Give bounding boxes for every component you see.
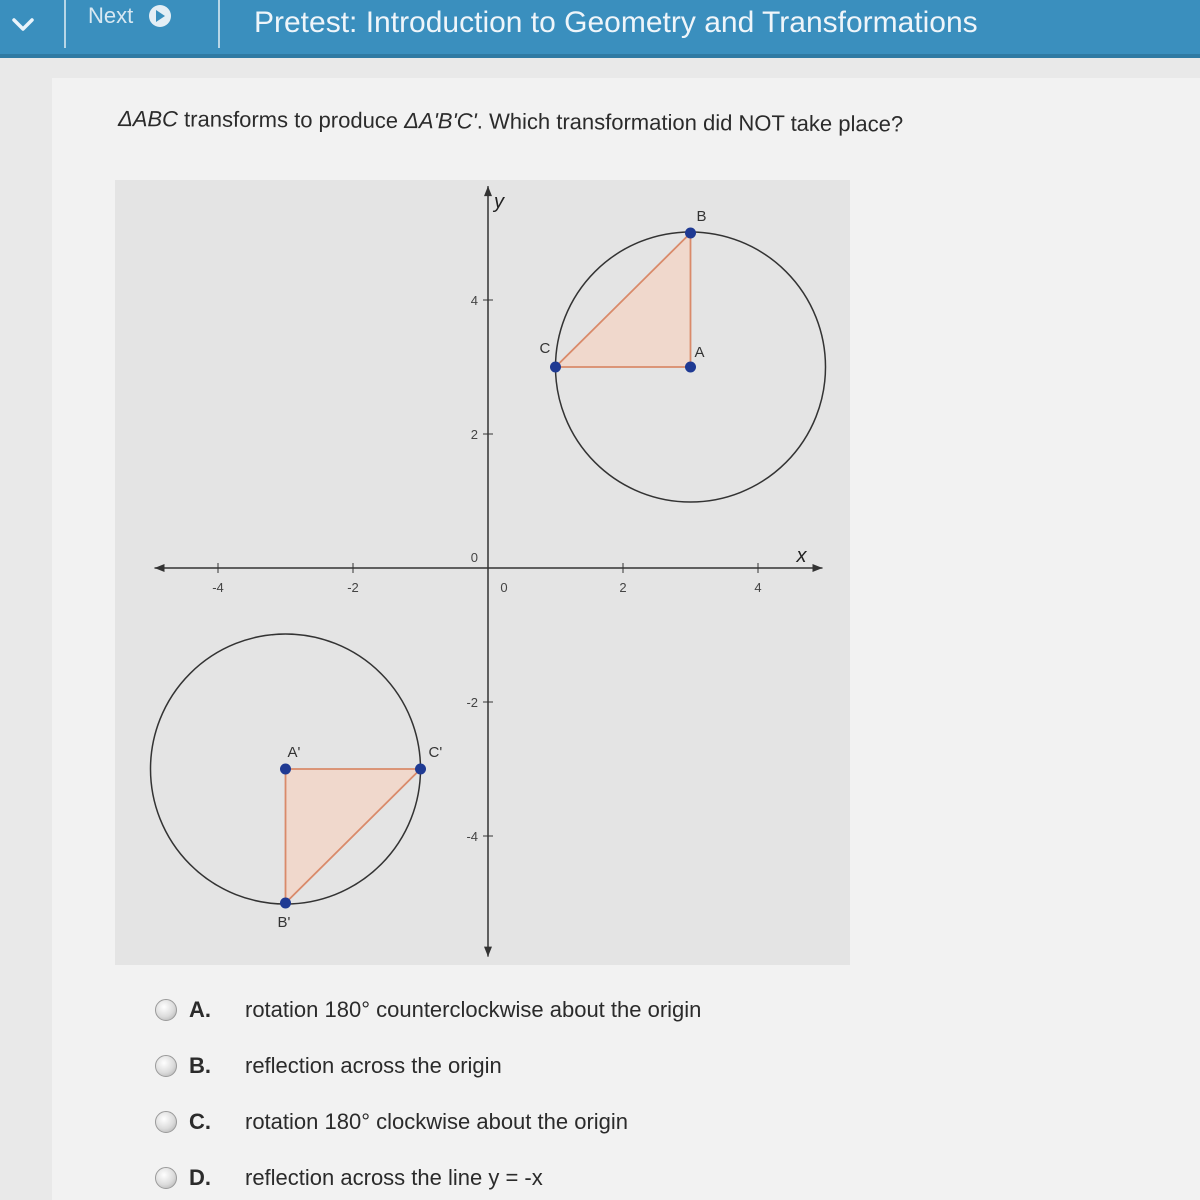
point <box>280 764 291 775</box>
point-label: C' <box>428 744 443 761</box>
point-label: A <box>694 344 705 361</box>
y-axis-label: y <box>494 191 504 214</box>
choice-text: reflection across the line y = -x <box>245 1165 543 1190</box>
choice-b[interactable] <box>155 1046 502 1086</box>
point <box>685 362 696 373</box>
chevron-down-icon[interactable] <box>6 8 40 42</box>
point <box>415 764 426 775</box>
question-middle: transforms to produce <box>177 106 405 133</box>
point <box>280 898 291 909</box>
choice-text: reflection across the origin <box>245 1053 502 1078</box>
x-tick-label: -4 <box>212 580 224 595</box>
point-label: B' <box>277 914 291 931</box>
choice-letter: B. <box>189 1053 211 1078</box>
choice-c[interactable] <box>155 1102 628 1142</box>
next-button[interactable] <box>88 2 171 30</box>
coordinate-graph <box>115 180 850 965</box>
triangle-original: ΔABC <box>117 106 179 132</box>
point-label: A' <box>287 744 301 761</box>
x-axis-label: x <box>796 545 807 567</box>
x-tick-label: 2 <box>619 580 627 595</box>
x-tick-label: -2 <box>347 580 359 595</box>
page-title: Pretest: Introduction to Geometry and Transformations <box>254 6 978 39</box>
graph-background <box>115 180 850 965</box>
choice-d[interactable] <box>155 1158 543 1198</box>
choice-text: rotation 180° clockwise about the origin <box>245 1109 629 1134</box>
radio-button-d[interactable] <box>155 1167 177 1189</box>
y-tick-label: 2 <box>470 427 478 442</box>
question-text <box>118 106 903 137</box>
top-bar <box>0 0 1200 58</box>
point-label: B <box>696 208 707 225</box>
triangle-image: ΔA'B'C' <box>404 107 477 134</box>
radio-button-b[interactable] <box>155 1055 177 1077</box>
point <box>685 228 696 239</box>
point-label: C <box>539 340 551 357</box>
radio-button-c[interactable] <box>155 1111 177 1133</box>
x-tick-label: 4 <box>754 580 762 595</box>
radio-button-a[interactable] <box>155 999 177 1021</box>
choice-a[interactable] <box>155 990 701 1030</box>
question-end: . Which transformation did NOT take place? <box>476 108 904 137</box>
y-tick-label: -2 <box>466 695 478 710</box>
divider <box>64 0 66 48</box>
choice-letter: A. <box>189 997 211 1022</box>
divider <box>218 0 220 48</box>
y-tick-label: -4 <box>466 829 478 844</box>
choice-text: rotation 180° counterclockwise about the origin <box>245 997 702 1022</box>
choice-letter: C. <box>189 1109 211 1134</box>
y-tick-label: 0 <box>470 550 478 565</box>
arrow-right-icon <box>149 5 171 27</box>
x-tick-label: 0 <box>500 580 508 595</box>
next-label: Next <box>88 3 134 28</box>
y-tick-label: 4 <box>470 293 478 308</box>
point <box>550 362 561 373</box>
choice-letter: D. <box>189 1165 211 1190</box>
